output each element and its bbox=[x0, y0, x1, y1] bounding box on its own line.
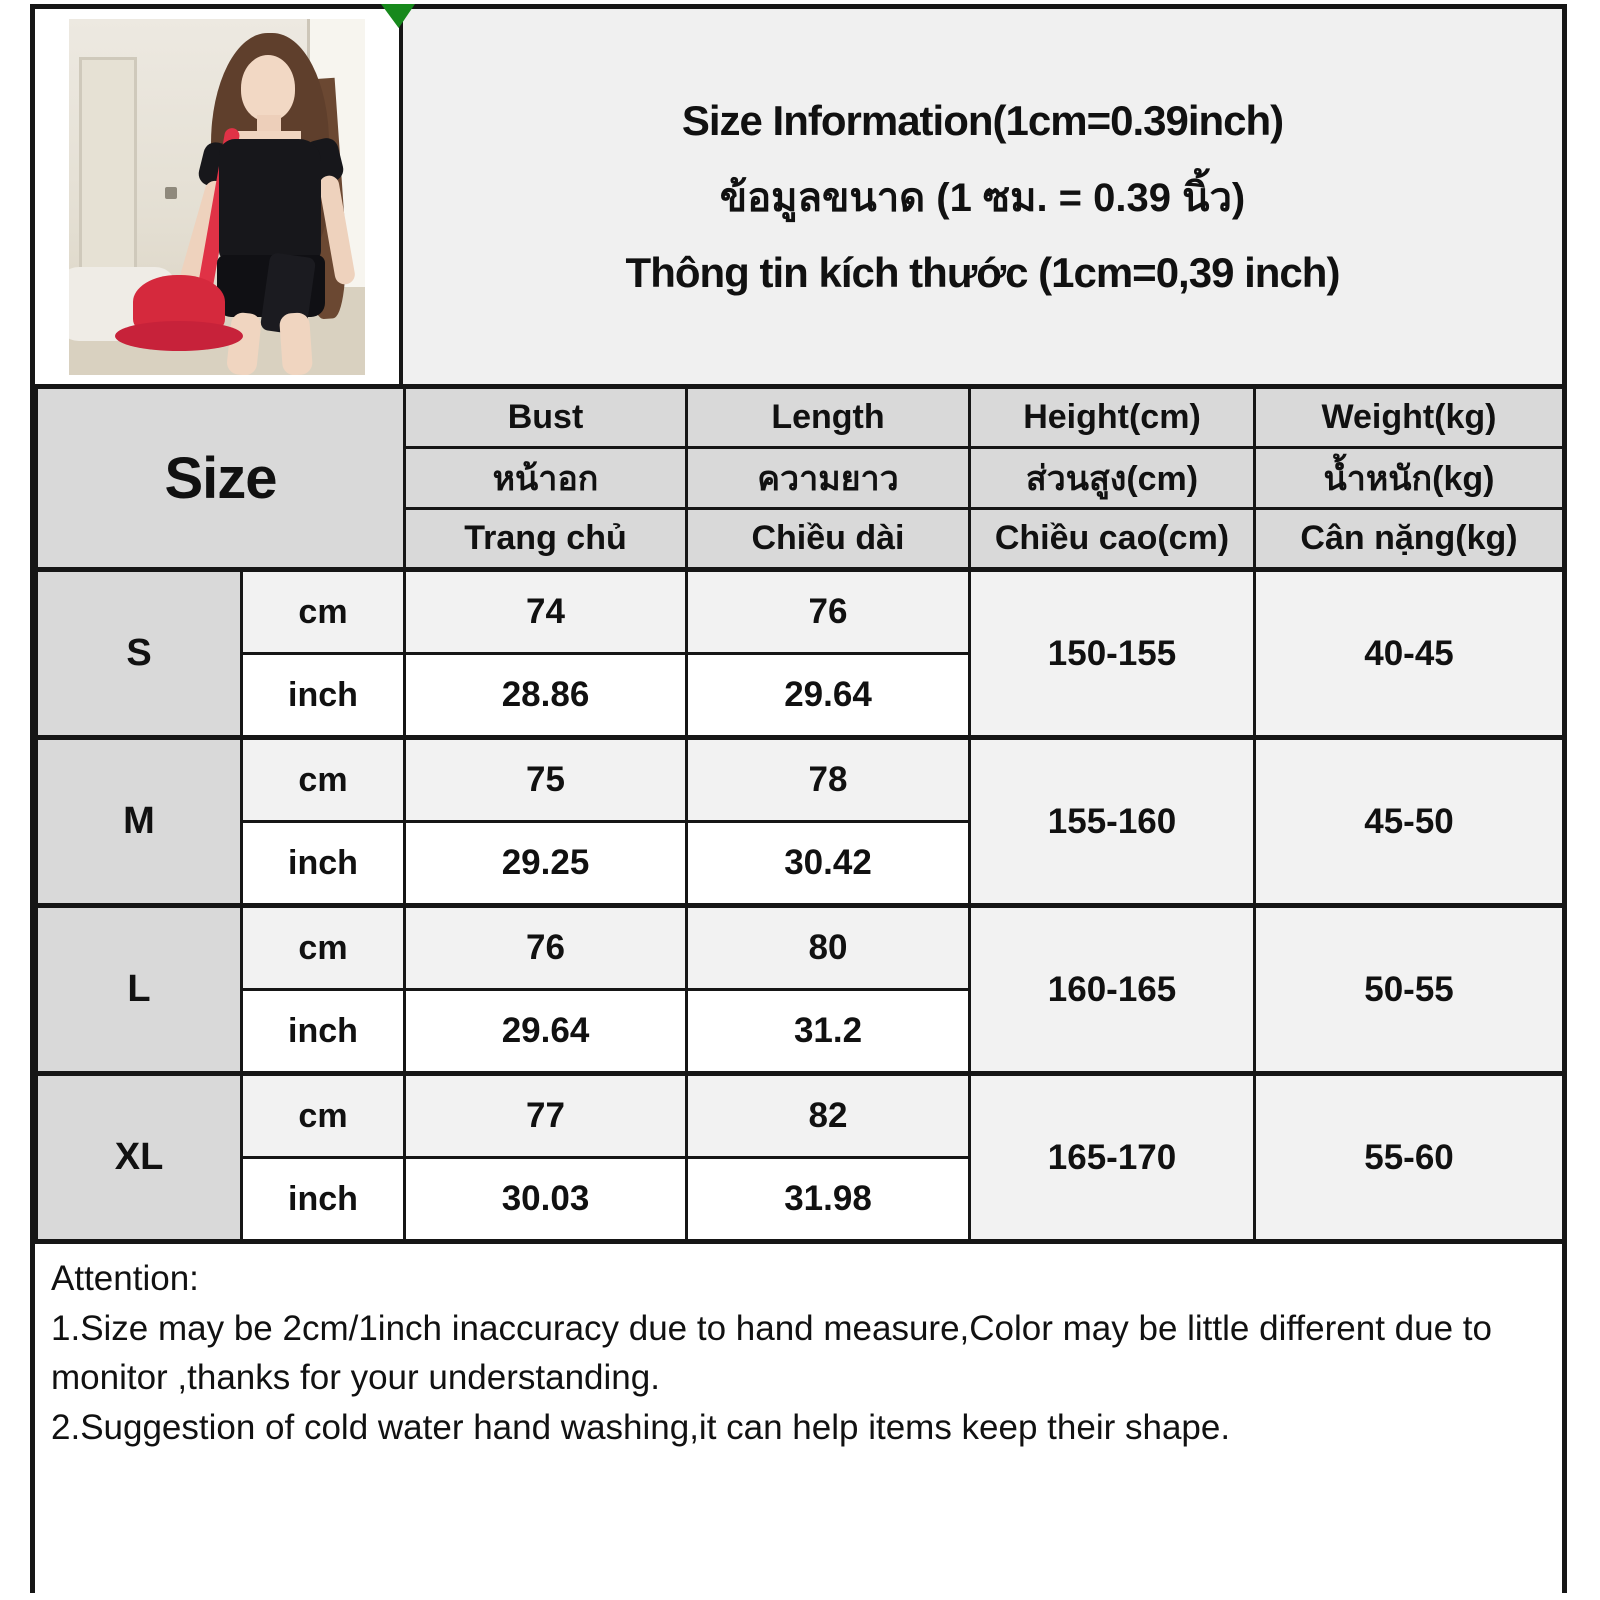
row-s-unit-inch: inch bbox=[242, 654, 405, 738]
title-thai: ข้อมูลขนาด (1 ซม. = 0.39 นิ้ว) bbox=[719, 175, 1246, 220]
cell-xl-inch-length: 31.98 bbox=[687, 1158, 970, 1242]
header-height-th: ส่วนสูง(cm) bbox=[970, 448, 1255, 509]
cell-l-height: 160-165 bbox=[970, 906, 1255, 1074]
photo-wall-socket bbox=[165, 187, 177, 199]
attention-notes bbox=[35, 1244, 1562, 1600]
row-xl-unit-inch: inch bbox=[242, 1158, 405, 1242]
header-bust-th: หน้าอก bbox=[405, 448, 687, 509]
row-xl-label: XL bbox=[37, 1074, 242, 1242]
cell-s-height: 150-155 bbox=[970, 570, 1255, 738]
header-bust-en: Bust bbox=[405, 387, 687, 448]
row-m-label: M bbox=[37, 738, 242, 906]
title-block bbox=[403, 9, 1562, 384]
header-height-en: Height(cm) bbox=[970, 387, 1255, 448]
product-photo bbox=[69, 19, 365, 375]
cell-l-weight: 50-55 bbox=[1255, 906, 1564, 1074]
attention-note-1: 1.Size may be 2cm/1inch inaccuracy due to hand measure,Color may be little different due to monitor ,thanks for your understanding. bbox=[51, 1308, 1492, 1398]
row-m-unit-inch: inch bbox=[242, 822, 405, 906]
photo-model-leg bbox=[279, 312, 313, 375]
cell-l-inch-bust: 29.64 bbox=[405, 990, 687, 1074]
title-english: Size Information(1cm=0.39inch) bbox=[681, 96, 1284, 144]
cell-m-weight: 45-50 bbox=[1255, 738, 1564, 906]
cell-s-weight: 40-45 bbox=[1255, 570, 1564, 738]
row-l-label: L bbox=[37, 906, 242, 1074]
size-header-cell: Size bbox=[37, 387, 405, 570]
cell-s-inch-length: 29.64 bbox=[687, 654, 970, 738]
header-height-vi: Chiều cao(cm) bbox=[970, 509, 1255, 570]
photo-mirror bbox=[79, 57, 137, 272]
cell-s-inch-bust: 28.86 bbox=[405, 654, 687, 738]
attention-heading: Attention: bbox=[51, 1259, 199, 1298]
photo-black-top bbox=[219, 139, 321, 261]
row-xl-unit-cm: cm bbox=[242, 1074, 405, 1158]
cell-m-cm-length: 78 bbox=[687, 738, 970, 822]
cell-m-height: 155-160 bbox=[970, 738, 1255, 906]
header-weight-en: Weight(kg) bbox=[1255, 387, 1564, 448]
cell-xl-cm-length: 82 bbox=[687, 1074, 970, 1158]
header-length-vi: Chiều dài bbox=[687, 509, 970, 570]
cell-l-inch-length: 31.2 bbox=[687, 990, 970, 1074]
cell-xl-height: 165-170 bbox=[970, 1074, 1255, 1242]
content-frame bbox=[30, 4, 1567, 1593]
row-s-unit-cm: cm bbox=[242, 570, 405, 654]
attention-note-2: 2.Suggestion of cold water hand washing,it can help items keep their shape. bbox=[51, 1408, 1231, 1448]
product-photo-cell bbox=[35, 9, 403, 384]
header-weight-th: น้ำหนัก(kg) bbox=[1255, 448, 1564, 509]
size-table bbox=[35, 384, 1565, 1244]
row-m-unit-cm: cm bbox=[242, 738, 405, 822]
cell-s-cm-bust: 74 bbox=[405, 570, 687, 654]
photo-red-bucket-hat-brim bbox=[115, 321, 243, 351]
photo-model-face bbox=[241, 55, 295, 121]
cell-m-inch-length: 30.42 bbox=[687, 822, 970, 906]
cell-s-cm-length: 76 bbox=[687, 570, 970, 654]
header-bust-vi: Trang chủ bbox=[405, 509, 687, 570]
cell-xl-inch-bust: 30.03 bbox=[405, 1158, 687, 1242]
cell-l-cm-length: 80 bbox=[687, 906, 970, 990]
row-l-unit-inch: inch bbox=[242, 990, 405, 1074]
cell-xl-weight: 55-60 bbox=[1255, 1074, 1564, 1242]
row-s-label: S bbox=[37, 570, 242, 738]
row-l-unit-cm: cm bbox=[242, 906, 405, 990]
cell-m-inch-bust: 29.25 bbox=[405, 822, 687, 906]
cell-m-cm-bust: 75 bbox=[405, 738, 687, 822]
header-length-th: ความยาว bbox=[687, 448, 970, 509]
title-vietnamese: Thông tin kích thước (1cm=0,39 inch) bbox=[625, 248, 1340, 296]
top-section bbox=[35, 9, 1562, 384]
header-length-en: Length bbox=[687, 387, 970, 448]
header-weight-vi: Cân nặng(kg) bbox=[1255, 509, 1564, 570]
cell-l-cm-bust: 76 bbox=[405, 906, 687, 990]
cell-xl-cm-bust: 77 bbox=[405, 1074, 687, 1158]
